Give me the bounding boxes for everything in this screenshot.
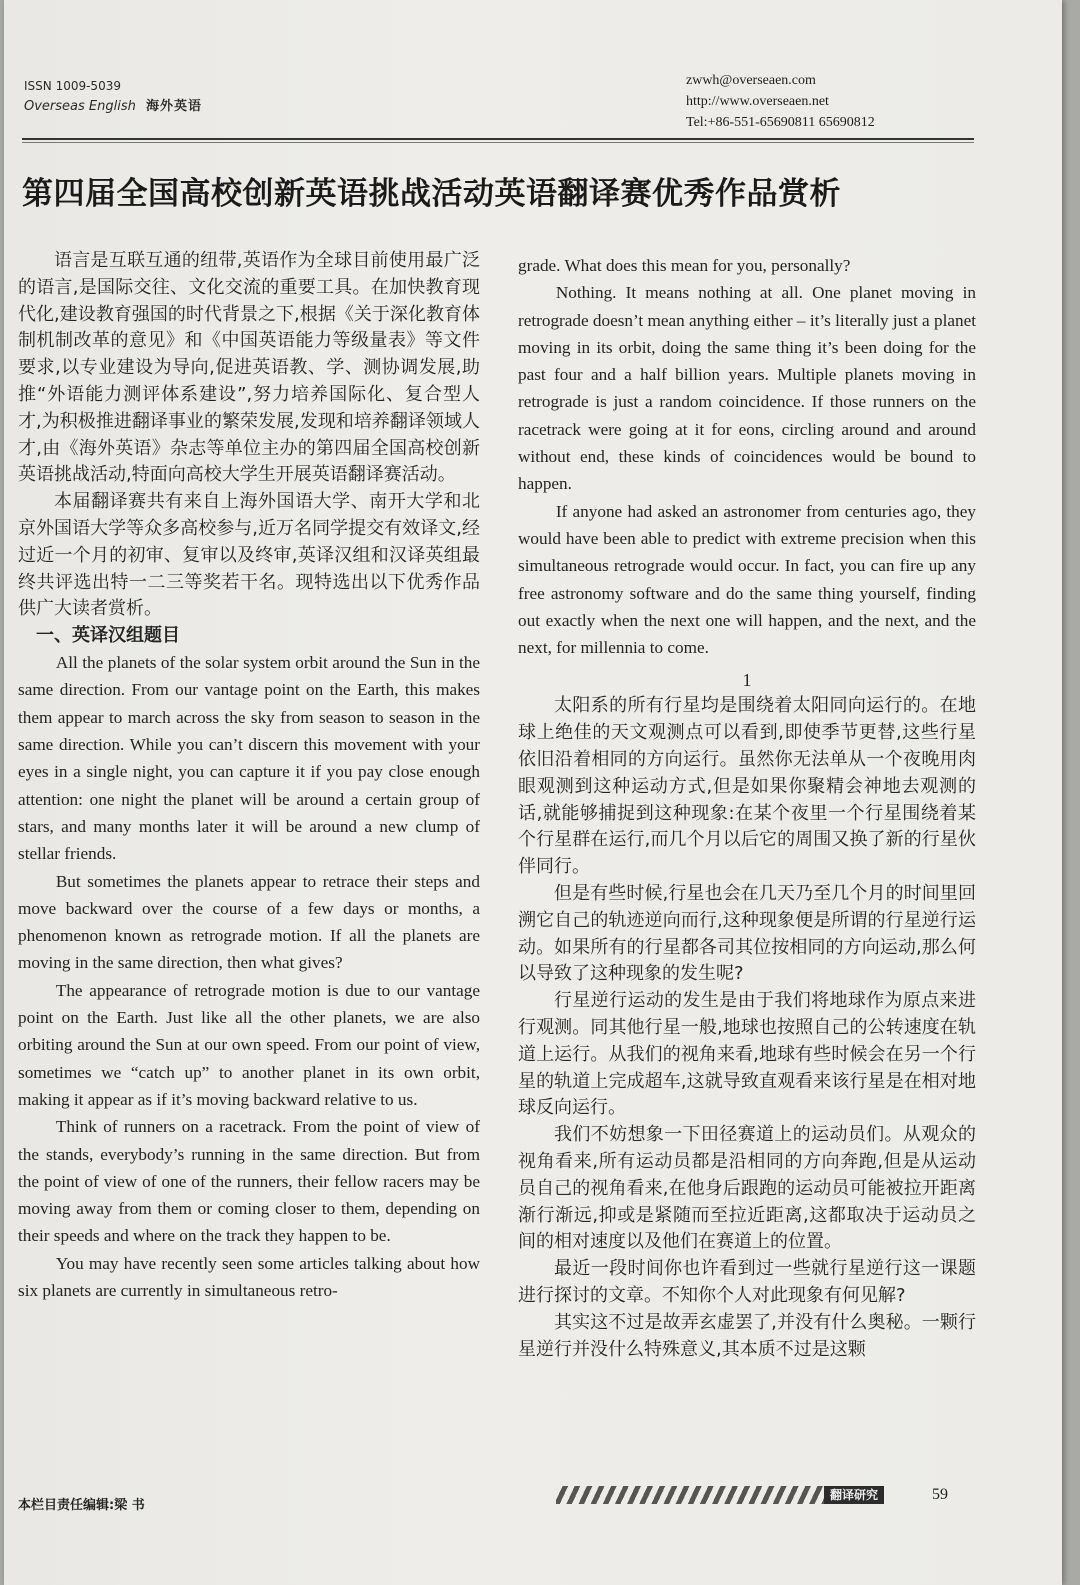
intro-paragraph: 语言是互联互通的纽带,英语作为全球目前使用最广泛的语言,是国际交往、文化交流的重要工具。在加快教育现代化,建设教育强国的时代背景之下,根据《关于深化教育体制机制改革的意见》和《中国英语能力等级量表》等文件要求,以专业建设为导向,促进英语教、学、测协调发展,助推“外语能力测评体系建设”,努力培养国际化、复合型人才,为积极推进翻译事业的繁荣发展,发现和培养翻译领域人才,由《海外英语》杂志等单位主办的第四届全国高校创新英语挑战活动,特面向高校大学生开展英语翻译赛活动。 xyxy=(18,250,480,486)
article-title: 第四届全国高校创新英语挑战活动英语翻译赛优秀作品赏析 xyxy=(22,176,841,212)
header-rule xyxy=(22,138,974,140)
decorative-stripes xyxy=(556,1486,824,1504)
translation-number: 1 xyxy=(742,670,752,691)
intro-paragraph: 本届翻译赛共有来自上海外国语大学、南开大学和北京外国语大学等众多高校参与,近万名同学提交有效译文,经过近一个月的初审、复审以及终审,英译汉组和汉译英组最终共评选出特一二三等奖若干名。现特选出以下优秀作品供广大读者赏析。 xyxy=(18,491,480,620)
contact-website: http://www.overseaen.net xyxy=(686,94,829,109)
translation-paragraph: 行星逆行运动的发生是由于我们将地球作为原点来进行观测。同其他行星一般,地球也按照自己的公转速度在轨道上运行。从我们的视角来看,地球有些时候会在另一个行星的轨道上完成超车,这就导致直观看来该行星是在相对地球反向运行。 xyxy=(518,990,976,1119)
page-number: 59 xyxy=(932,1486,948,1503)
magazine-page xyxy=(4,0,1062,1585)
magazine-name-zh: 海外英语 xyxy=(146,99,203,114)
english-paragraph: But sometimes the planets appear to retrace their steps and move backward over the course of a few days or months, a phenomenon known as retrograde motion. If all the planets are moving in the same direction, then what gives? xyxy=(18,871,480,973)
english-paragraph: All the planets of the solar system orbit around the Sun in the same direction. From our vantage point on the Earth, this makes them appear to march across the sky from season to season in the same direction. While you can’t discern this movement with your eyes in a single night, you can capture it if you pay close enough attention: one night the planet will be around a certain group of stars, and many months later it will be around a new clump of stellar friends. xyxy=(18,653,480,864)
left-column xyxy=(18,248,480,1304)
english-paragraph: The appearance of retrograde motion is due to our vantage point on the Earth. Just like all the other planets, we are also orbiting around the Sun at our own speed. From our point of view, sometimes we “catch up” to another planet in its own orbit, making it appear as if it’s moving backward relative to us. xyxy=(18,980,480,1109)
contact-phone: Tel:+86-551-65690811 65690812 xyxy=(686,115,875,130)
section-heading: 一、英译汉组题目 xyxy=(36,625,180,647)
english-paragraph: If anyone had asked an astronomer from centuries ago, they would have been able to predict with extreme precision when this simultaneous retrograde would occur. In fact, you can fire up any free astronomy software and do the same thing yourself, finding out exactly when the next one will happen, and the next, and the next, for millennia to come. xyxy=(518,501,976,658)
magazine-name-en: Overseas English xyxy=(24,99,136,114)
column-editor: 本栏目责任编辑:梁 书 xyxy=(18,1498,145,1513)
issn-label: ISSN 1009-5039 xyxy=(24,79,121,93)
translation-paragraph: 我们不妨想象一下田径赛道上的运动员们。从观众的视角看来,所有运动员都是沿相同的方向奔跑,但是从运动员自己的视角看来,在他身后跟跑的运动员可能被拉开距离渐行渐远,抑或是紧随而至拉近距离,这都取决于运动员之间的相对速度以及他们在赛道上的位置。 xyxy=(518,1124,976,1253)
header-rule-thin xyxy=(22,142,974,143)
english-paragraph-continued: grade. What does this mean for you, personally? xyxy=(518,256,851,275)
contact-email: zwwh@overseaen.com xyxy=(686,73,816,88)
english-paragraph: Think of runners on a racetrack. From the point of view of the stands, everybody’s running in the same direction. But from the point of view of one of the runners, their fellow racers may be moving away from them or coming closer to them, depending on their speeds and where on the track they happen to be. xyxy=(18,1117,480,1246)
contact-info xyxy=(686,70,875,133)
section-band xyxy=(556,1486,914,1504)
section-label: 翻译研究 xyxy=(824,1486,884,1504)
translation-paragraph: 最近一段时间你也许看到过一些就行星逆行这一课题进行探讨的文章。不知你个人对此现象有何见解? xyxy=(518,1258,976,1306)
translation-paragraph: 但是有些时候,行星也会在几天乃至几个月的时间里回溯它自己的轨迹逆向而行,这种现象便是所谓的行星逆行运动。如果所有的行星都各司其位按相同的方向运动,那么何以导致了这种现象的发生呢? xyxy=(518,883,976,985)
translation-paragraph: 太阳系的所有行星均是围绕着太阳同向运行的。在地球上绝佳的天文观测点可以看到,即使季节更替,这些行星依旧沿着相同的方向运行。虽然你无法单从一个夜晚用肉眼观测到这种运动方式,但是如果你聚精会神地去观测的话,就能够捕捉到这种现象:在某个夜里一个行星围绕着某个行星群在运行,而几个月以后它的周围又换了新的行星伙伴同行。 xyxy=(518,695,976,878)
english-paragraph: You may have recently seen some articles talking about how six planets are currently in simultaneous retro- xyxy=(18,1253,480,1300)
translation-paragraph: 其实这不过是故弄玄虚罢了,并没有什么奥秘。一颗行星逆行并没什么特殊意义,其本质不过是这颗 xyxy=(518,1311,976,1360)
journal-masthead xyxy=(24,78,202,116)
magazine-name xyxy=(24,98,202,116)
english-paragraph: Nothing. It means nothing at all. One planet moving in retrograde doesn’t mean anything either – it’s literally just a planet moving in its orbit, doing the same thing it’s been doing for the past four and a half billion years. Multiple planets moving in retrograde is just a random coincidence. If those runners on the racetrack were going at it for eons, circling around and around without end, these kinds of coincidences would be bound to happen. xyxy=(518,283,976,494)
right-column xyxy=(518,252,976,1363)
